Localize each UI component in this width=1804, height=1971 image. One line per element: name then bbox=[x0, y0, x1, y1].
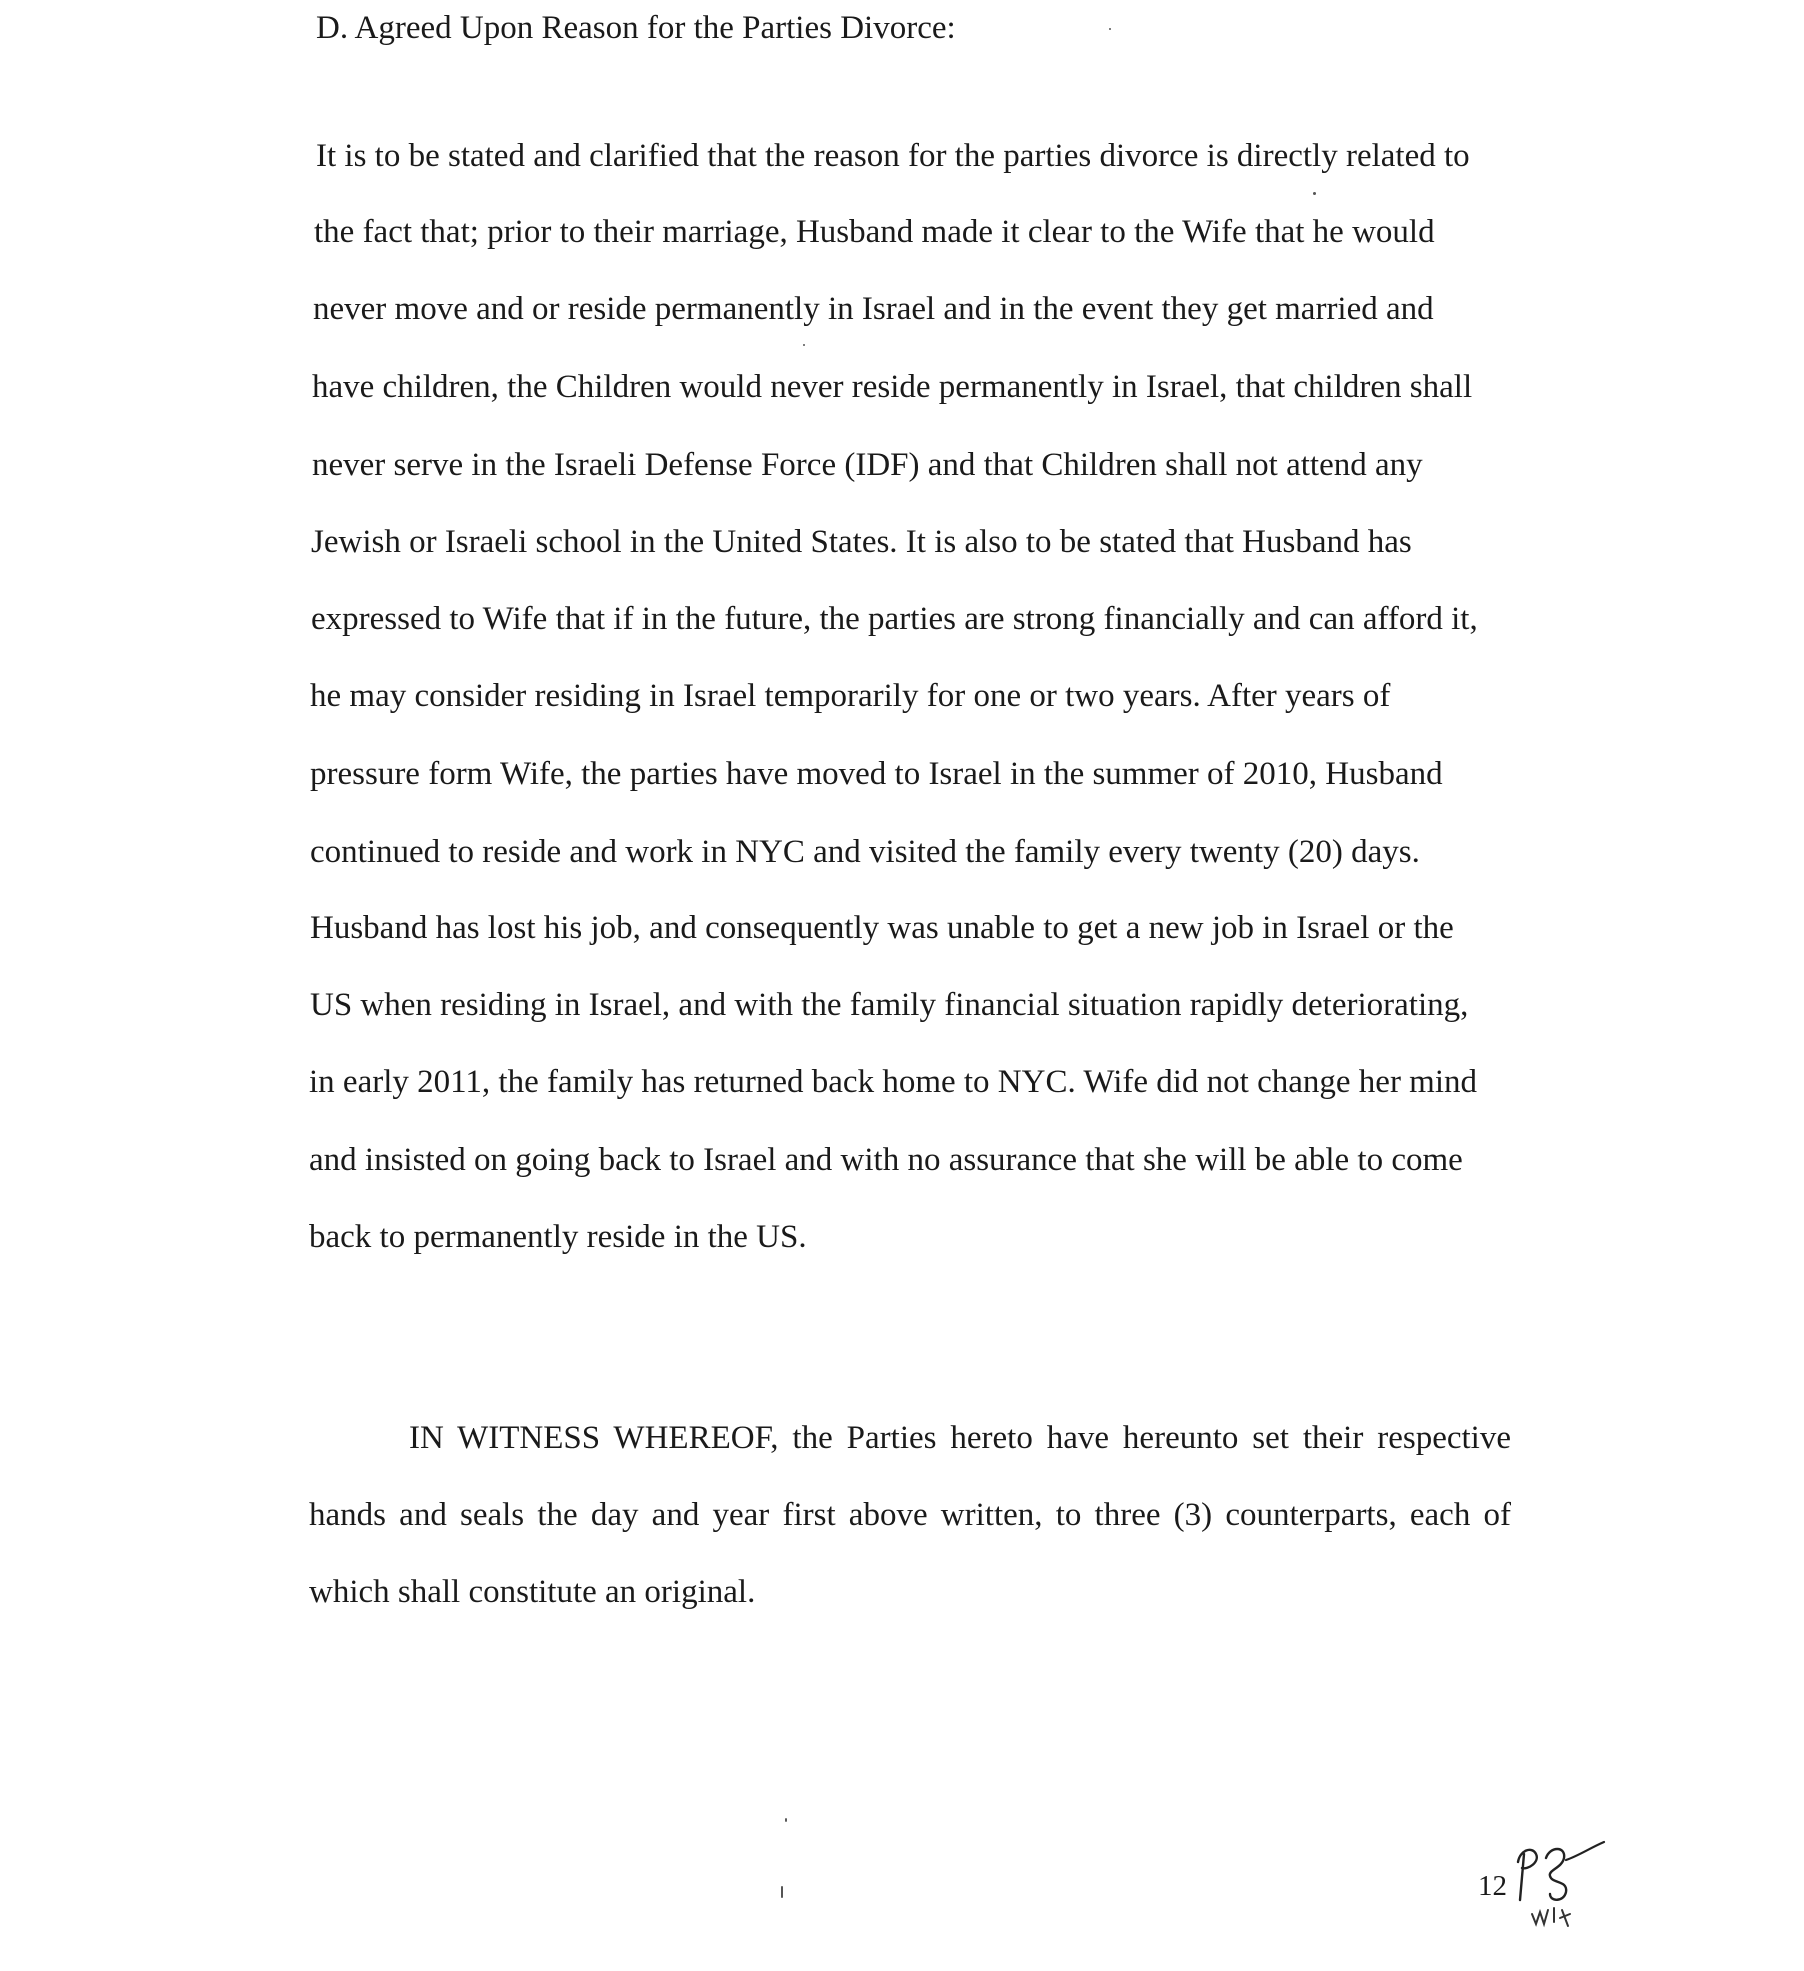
witness-line: IN WITNESS WHEREOF, the Parties hereto have hereunto set their respective bbox=[409, 1420, 1511, 1456]
reason-line: Husband has lost his job, and consequently was unable to get a new job in Israel or the bbox=[310, 910, 1454, 946]
reason-line: Jewish or Israeli school in the United States. It is also to be stated that Husband has bbox=[311, 524, 1412, 560]
scan-speck bbox=[803, 344, 805, 346]
reason-line: It is to be stated and clarified that the reason for the parties divorce is directly related to bbox=[316, 138, 1470, 174]
reason-line: he may consider residing in Israel temporarily for one or two years. After years of bbox=[310, 678, 1391, 714]
handwritten-initials bbox=[1510, 1840, 1610, 1930]
reason-line: never serve in the Israeli Defense Force (IDF) and that Children shall not attend any bbox=[312, 447, 1423, 483]
reason-line: in early 2011, the family has returned back home to NYC. Wife did not change her mind bbox=[309, 1064, 1478, 1100]
witness-line: which shall constitute an original. bbox=[309, 1574, 756, 1610]
scan-speck bbox=[1109, 28, 1111, 30]
scan-speck bbox=[785, 1818, 787, 1822]
scan-speck bbox=[1313, 192, 1316, 195]
reason-line: back to permanently reside in the US. bbox=[309, 1219, 807, 1255]
page-number: 12 bbox=[1478, 1870, 1507, 1902]
reason-line: US when residing in Israel, and with the family financial situation rapidly deteriorating, bbox=[310, 987, 1469, 1023]
reason-line: the fact that; prior to their marriage, Husband made it clear to the Wife that he would bbox=[314, 214, 1435, 250]
reason-line: have children, the Children would never reside permanently in Israel, that children shall bbox=[312, 369, 1473, 405]
section-heading: D. Agreed Upon Reason for the Parties Divorce: bbox=[316, 10, 956, 46]
reason-line: continued to reside and work in NYC and visited the family every twenty (20) days. bbox=[310, 834, 1420, 870]
scan-speck bbox=[781, 1886, 783, 1898]
reason-line: never move and or reside permanently in Israel and in the event they get married and bbox=[313, 291, 1434, 327]
reason-line: expressed to Wife that if in the future, the parties are strong financially and can afford it, bbox=[311, 601, 1478, 637]
reason-line: and insisted on going back to Israel and with no assurance that she will be able to come bbox=[309, 1142, 1463, 1178]
witness-line: hands and seals the day and year first above written, to three (3) counterparts, each of bbox=[309, 1497, 1511, 1533]
reason-line: pressure form Wife, the parties have moved to Israel in the summer of 2010, Husband bbox=[310, 756, 1443, 792]
